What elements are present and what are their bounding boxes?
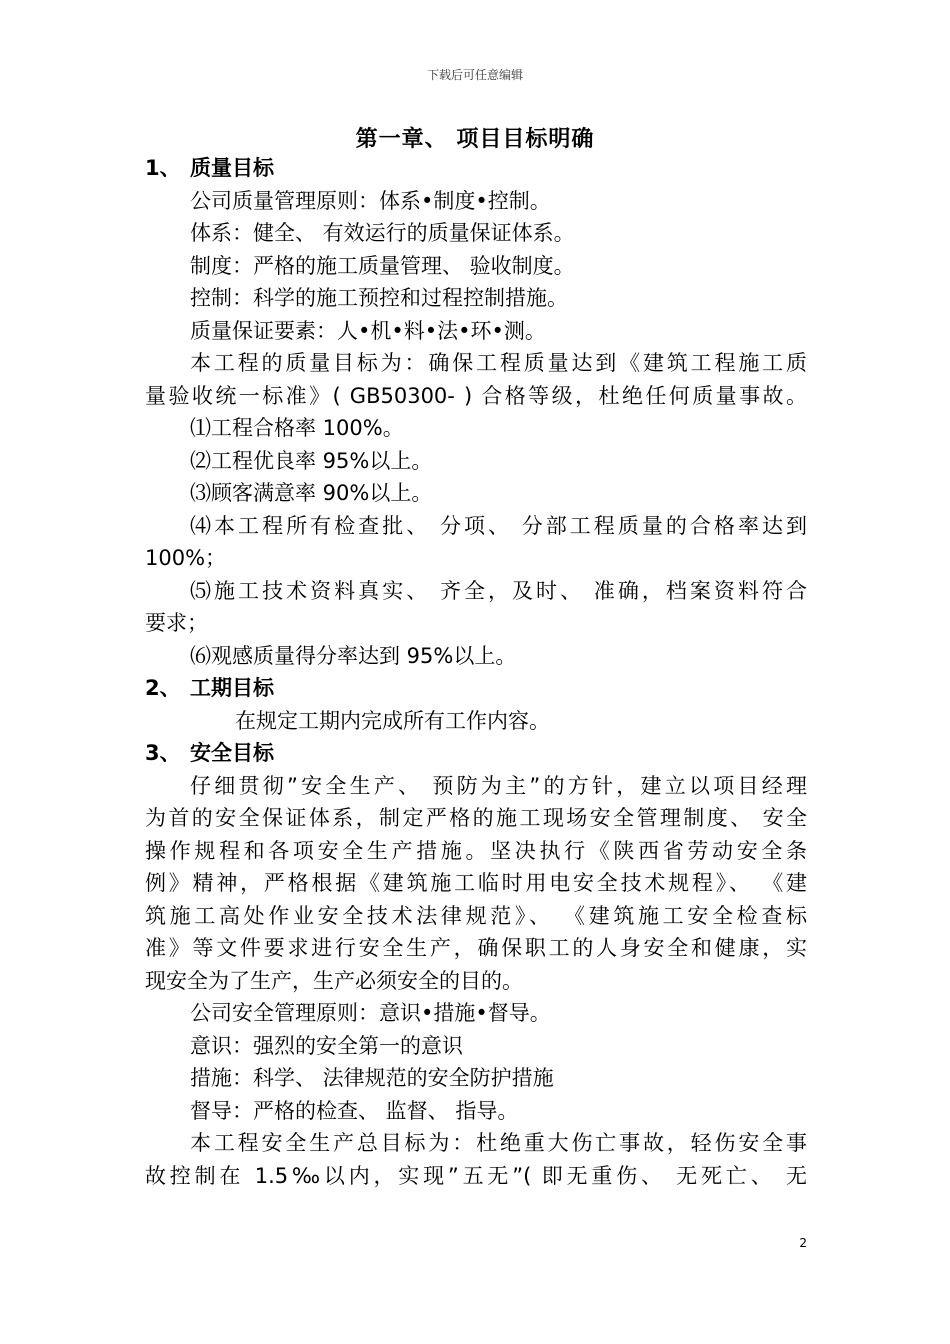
- text-line: 现安全为了生产，生产必须安全的目的。: [145, 968, 523, 993]
- text-line: 例》精神，严格根据《建筑施工临时用电安全技术规程》、 《建: [145, 871, 807, 895]
- text-line: 意识：强烈的安全第一的意识: [190, 1033, 463, 1058]
- text-line: 准》等文件要求进行安全生产，确保职工的人身安全和健康，实: [145, 936, 807, 960]
- section-number: 1、: [145, 156, 181, 180]
- text-line: 100%；: [145, 546, 227, 570]
- text-line: 要求；: [145, 611, 208, 635]
- text-line: 控制：科学的施工预控和过程控制措施。: [190, 286, 568, 310]
- text-line: 在规定工期内完成所有工作内容。: [235, 708, 550, 733]
- text-line: 故控制在 1.5‰以内，实现”五无”( 即无重伤、 无死亡、 无: [145, 1163, 807, 1188]
- chapter-title: 第一章、 项目目标明确: [355, 127, 595, 152]
- text-line: ⑶顾客满意率 90%以上。: [190, 481, 433, 505]
- text-line: 为首的安全保证体系，制定严格的施工现场安全管理制度、 安全: [145, 806, 807, 830]
- text-line: 筑施工高处作业安全技术法律规范》、 《建筑施工安全检查标: [145, 903, 807, 928]
- section-heading-quality: [145, 152, 807, 185]
- section-title: 安全目标: [190, 741, 274, 765]
- section-title: 质量目标: [190, 156, 274, 180]
- section-title: 工期目标: [190, 676, 274, 700]
- text-line: ⑴工程合格率 100%。: [190, 416, 404, 440]
- page-number: 2: [799, 1236, 807, 1250]
- section-number: 3、: [145, 741, 181, 765]
- section-heading-safety: [145, 737, 807, 770]
- text-line: 量验收统一标准》( GB50300- ) 合格等级，杜绝任何质量事故。: [145, 383, 807, 408]
- header-note: 下载后可任意编辑: [426, 68, 523, 82]
- text-line: 质量保证要素：人•机•料•法•环•测。: [190, 318, 546, 343]
- text-line: ⑷本工程所有检查批、 分项、 分部工程质量的合格率达到: [190, 513, 807, 538]
- document-body: [145, 152, 807, 1192]
- text-line: ⑹观感质量得分率达到 95%以上。: [190, 643, 517, 668]
- text-line: 措施：科学、 法律规范的安全防护措施: [190, 1066, 554, 1090]
- text-line: 督导：严格的检查、 监督、 指导。: [190, 1098, 519, 1123]
- text-line: ⑵工程优良率 95%以上。: [190, 448, 433, 473]
- text-line: ⑸施工技术资料真实、 齐全，及时、 准确，档案资料符合: [190, 578, 807, 603]
- text-line: 仔细贯彻”安全生产、 预防为主”的方针，建立以项目经理: [190, 773, 807, 798]
- text-line: 本工程安全生产总目标为：杜绝重大伤亡事故，轻伤安全事: [190, 1131, 807, 1155]
- text-line: 制度：严格的施工质量管理、 验收制度。: [190, 253, 575, 278]
- section-heading-schedule: [145, 672, 807, 705]
- text-line: 公司安全管理原则：意识•措施•督导。: [190, 1001, 551, 1025]
- text-line: 体系：健全、 有效运行的质量保证体系。: [190, 221, 575, 245]
- text-line: 公司质量管理原则：体系•制度•控制。: [190, 188, 551, 213]
- text-line: 本工程的质量目标为：确保工程质量达到《建筑工程施工质: [190, 351, 807, 375]
- section-number: 2、: [145, 676, 181, 700]
- text-line: 操作规程和各项安全生产措施。坚决执行《陕西省劳动安全条: [145, 838, 807, 863]
